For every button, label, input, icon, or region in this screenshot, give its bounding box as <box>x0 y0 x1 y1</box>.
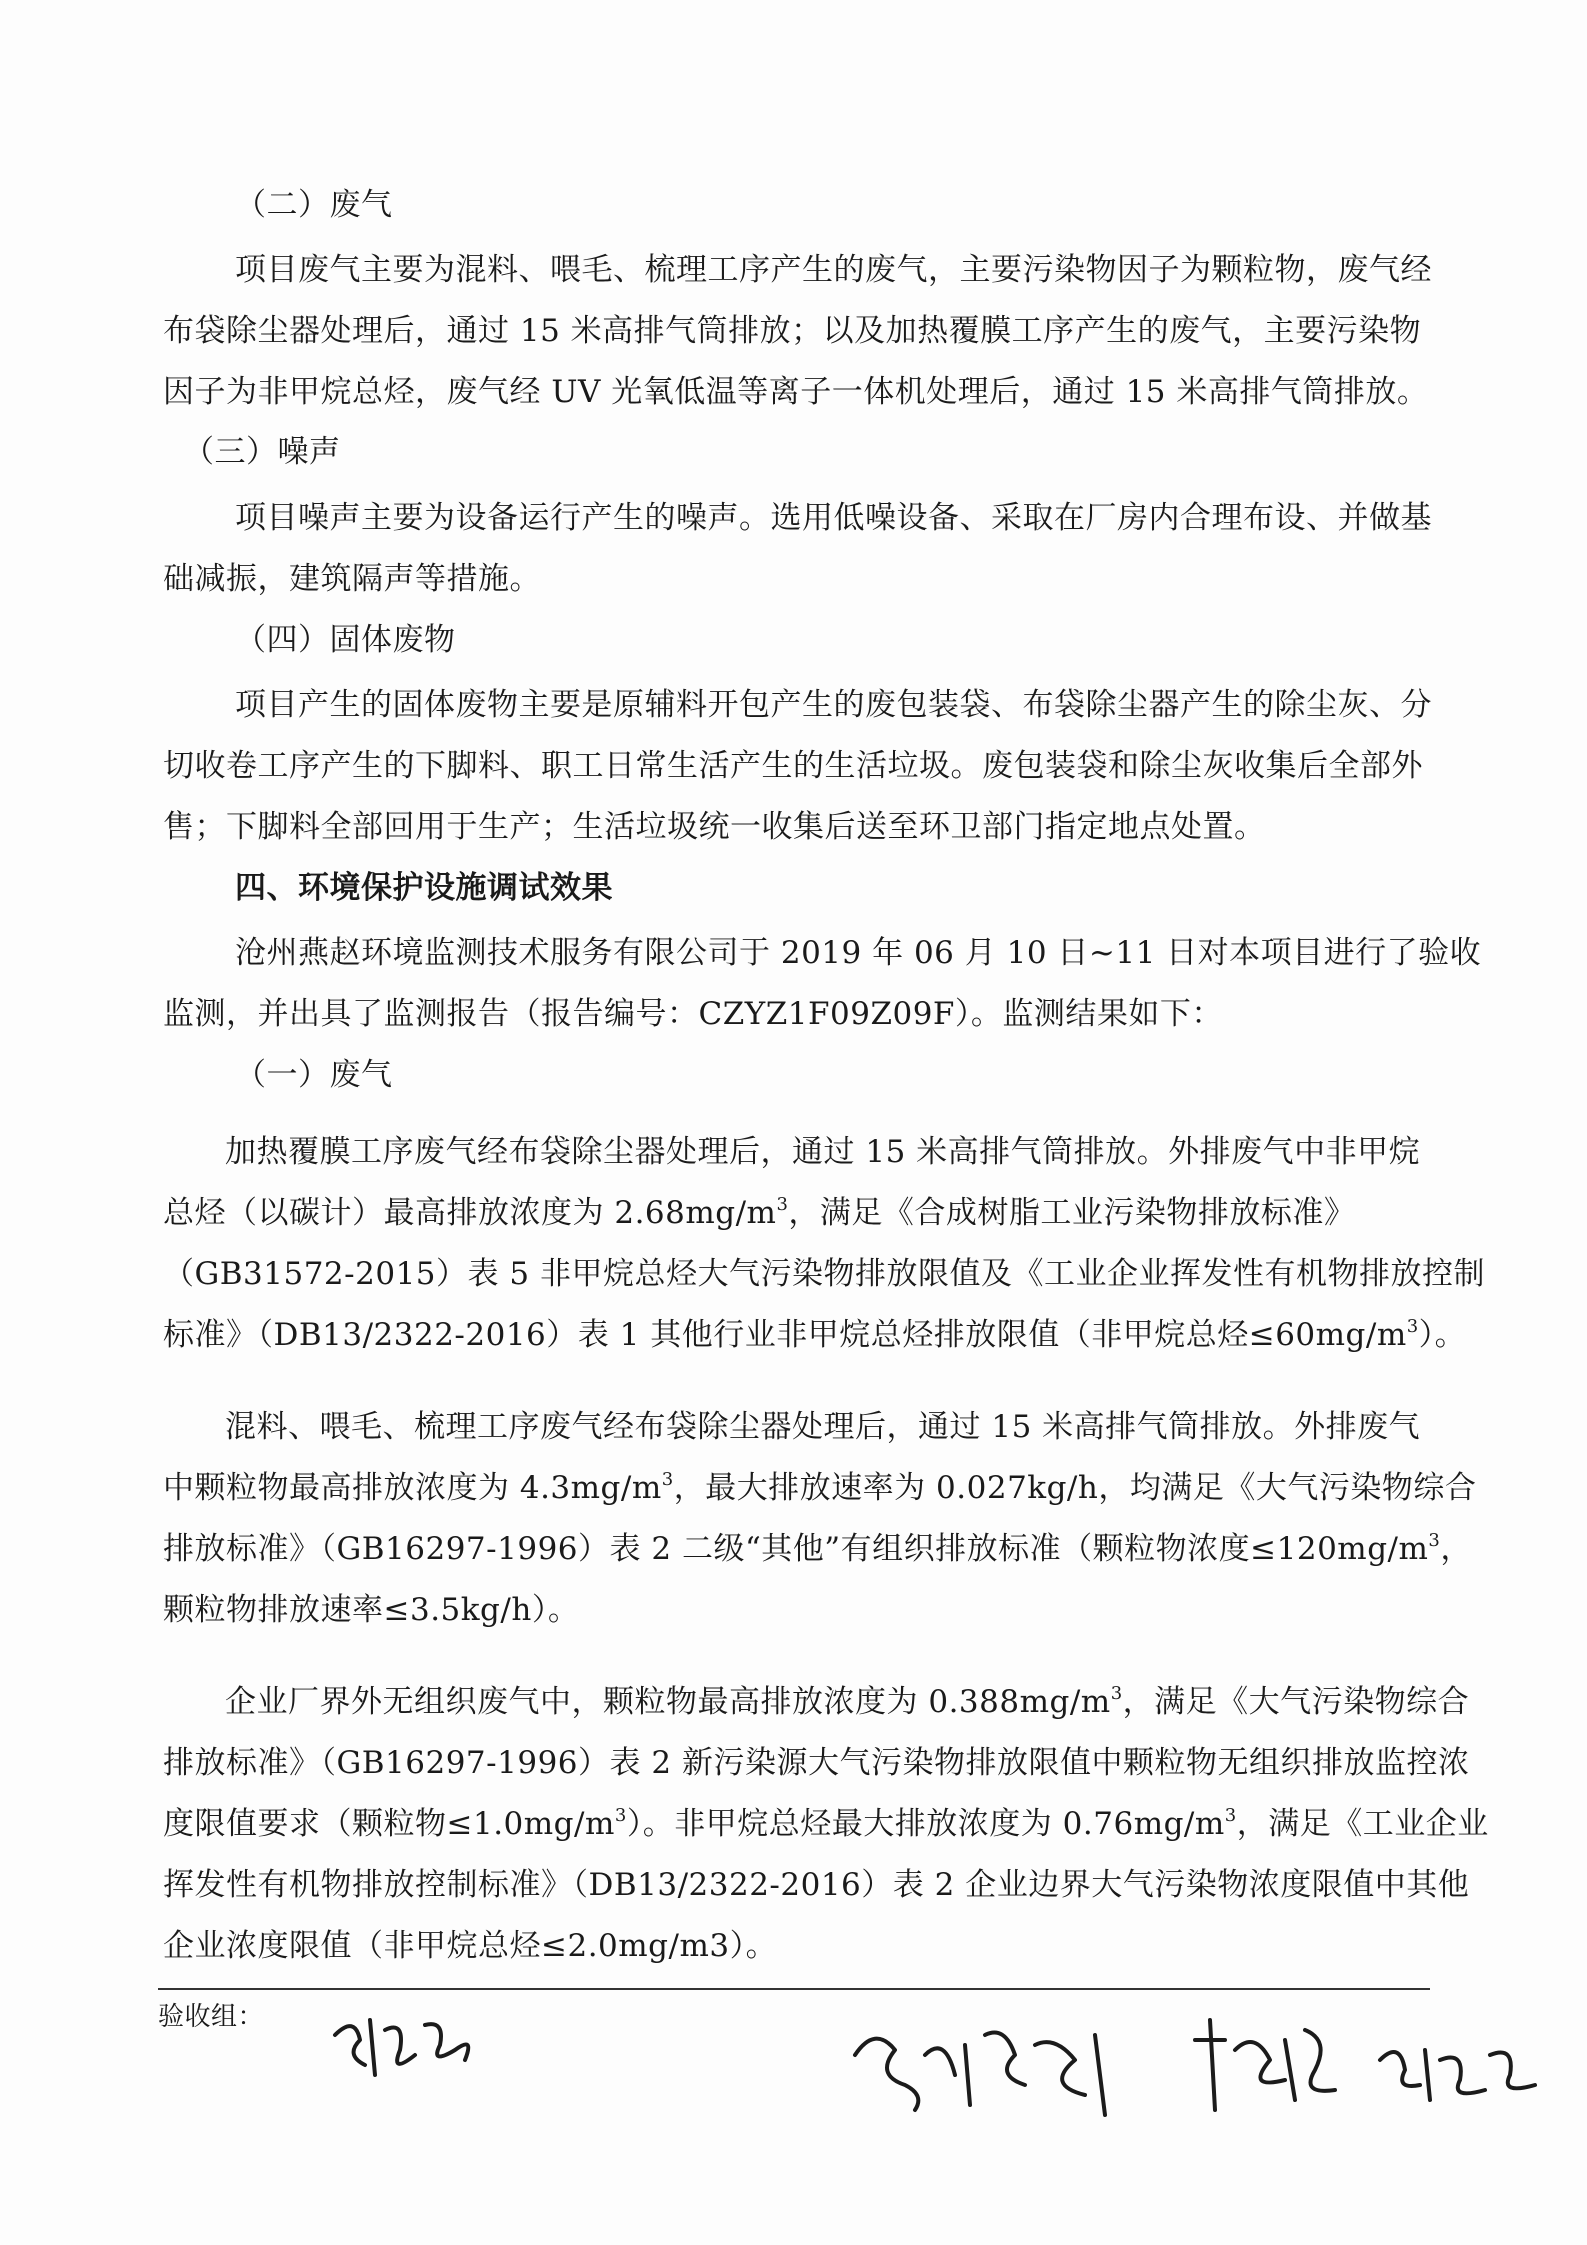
superscript: 3 <box>661 1468 674 1490</box>
paragraph-line: 项目废气主要为混料、喂毛、梳理工序产生的废气，主要污染物因子为颗粒物，废气经 <box>235 252 1432 288</box>
paragraph-line: 项目产生的固体废物主要是原辅料开包产生的废包装袋、布袋除尘器产生的除尘灰、分 <box>235 687 1432 723</box>
paragraph-line <box>225 1680 1469 1724</box>
text-run: 度限值要求（颗粒物≤1.0mg/m <box>163 1806 615 1842</box>
superscript: 3 <box>614 1804 627 1826</box>
text-run: ，满足《大气污染物综合 <box>1122 1684 1470 1720</box>
signature-1 <box>325 1995 505 2099</box>
section-heading-solid-waste: （四）固体废物 <box>235 622 456 658</box>
text-run: 标准》（DB13/2322-2016）表 1 其他行业非甲烷总烃排放限值（非甲烷总烃≤60mg/m <box>163 1317 1407 1353</box>
paragraph-line: 布袋除尘器处理后，通过 15 米高排气筒排放；以及加热覆膜工序产生的废气，主要污染物 <box>163 313 1422 349</box>
text-run: ，最大排放速率为 0.027kg/h，均满足《大气污染物综合 <box>673 1470 1477 1506</box>
signature-3 <box>1185 2010 1345 2124</box>
section-heading-4: 四、环境保护设施调试效果 <box>235 870 613 906</box>
footer-divider <box>158 1988 1430 1990</box>
paragraph-line: 排放标准》（GB16297-1996）表 2 新污染源大气污染物排放限值中颗粒物无组织排放监控浓 <box>163 1745 1470 1781</box>
paragraph-line: 售；下脚料全部回用于生产；生活垃圾统一收集后送至环卫部门指定地点处置。 <box>163 809 1266 845</box>
paragraph-line <box>163 1802 1489 1846</box>
text-run: 总烃（以碳计）最高排放浓度为 2.68mg/m <box>163 1195 777 1231</box>
text-run: 企业厂界外无组织废气中，颗粒物最高排放浓度为 0.388mg/m <box>225 1684 1111 1720</box>
superscript: 3 <box>1110 1682 1123 1704</box>
superscript: 3 <box>1406 1315 1419 1337</box>
acceptance-group-label: 验收组： <box>158 2002 265 2032</box>
superscript: 3 <box>1428 1529 1441 1551</box>
paragraph-line: 颗粒物排放速率≤3.5kg/h）。 <box>163 1592 580 1628</box>
paragraph-line: 混料、喂毛、梳理工序废气经布袋除尘器处理后，通过 15 米高排气筒排放。外排废气 <box>225 1409 1421 1445</box>
paragraph-line <box>163 1191 1355 1235</box>
paragraph-line: （GB31572-2015）表 5 非甲烷总烃大气污染物排放限值及《工业企业挥发性有机物排放控制 <box>163 1256 1485 1292</box>
signature-2 <box>845 2015 1145 2129</box>
paragraph-line: 监测，并出具了监测报告（报告编号：CZYZ1F09Z09F）。监测结果如下： <box>163 996 1223 1032</box>
section-heading-waste-gas: （二）废气 <box>235 187 393 223</box>
superscript: 3 <box>776 1193 789 1215</box>
paragraph-line <box>163 1466 1476 1510</box>
paragraph-line: 加热覆膜工序废气经布袋除尘器处理后，通过 15 米高排气筒排放。外排废气中非甲烷 <box>225 1134 1421 1170</box>
text-run: ）。非甲烷总烃最大排放浓度为 0.76mg/m <box>626 1806 1225 1842</box>
paragraph-line: 企业浓度限值（非甲烷总烃≤2.0mg/m3）。 <box>163 1928 778 1964</box>
section-heading-gas: （一）废气 <box>235 1057 393 1093</box>
text-run: ，满足《合成树脂工业污染物排放标准》 <box>788 1195 1356 1231</box>
paragraph-line: 切收卷工序产生的下脚料、职工日常生活产生的生活垃圾。废包装袋和除尘灰收集后全部外 <box>163 748 1423 784</box>
paragraph-line: 沧州燕赵环境监测技术服务有限公司于 2019 年 06 月 10 日~11 日对本项目进行了验收 <box>235 935 1482 971</box>
text-run: 中颗粒物最高排放浓度为 4.3mg/m <box>163 1470 662 1506</box>
paragraph-line <box>163 1527 1472 1571</box>
text-run: ， <box>1440 1531 1472 1567</box>
paragraph-line: 因子为非甲烷总烃，废气经 UV 光氧低温等离子一体机处理后，通过 15 米高排气筒排放。 <box>163 374 1429 410</box>
text-run: 排放标准》（GB16297-1996）表 2 二级“其他”有组织排放标准（颗粒物浓度≤120mg/m <box>163 1531 1429 1567</box>
superscript: 3 <box>1224 1804 1237 1826</box>
paragraph-line: 项目噪声主要为设备运行产生的噪声。选用低噪设备、采取在厂房内合理布设、并做基 <box>235 500 1432 536</box>
paragraph-line <box>163 1313 1466 1357</box>
signature-4 <box>1375 2030 1545 2114</box>
text-run: ，满足《工业企业 <box>1236 1806 1489 1842</box>
paragraph-line: 础减振，建筑隔声等措施。 <box>163 561 541 597</box>
section-heading-noise: （三）噪声 <box>183 434 341 470</box>
text-run: ）。 <box>1418 1317 1467 1353</box>
paragraph-line: 挥发性有机物排放控制标准》（DB13/2322-2016）表 2 企业边界大气污染物浓度限值中其他 <box>163 1867 1470 1903</box>
